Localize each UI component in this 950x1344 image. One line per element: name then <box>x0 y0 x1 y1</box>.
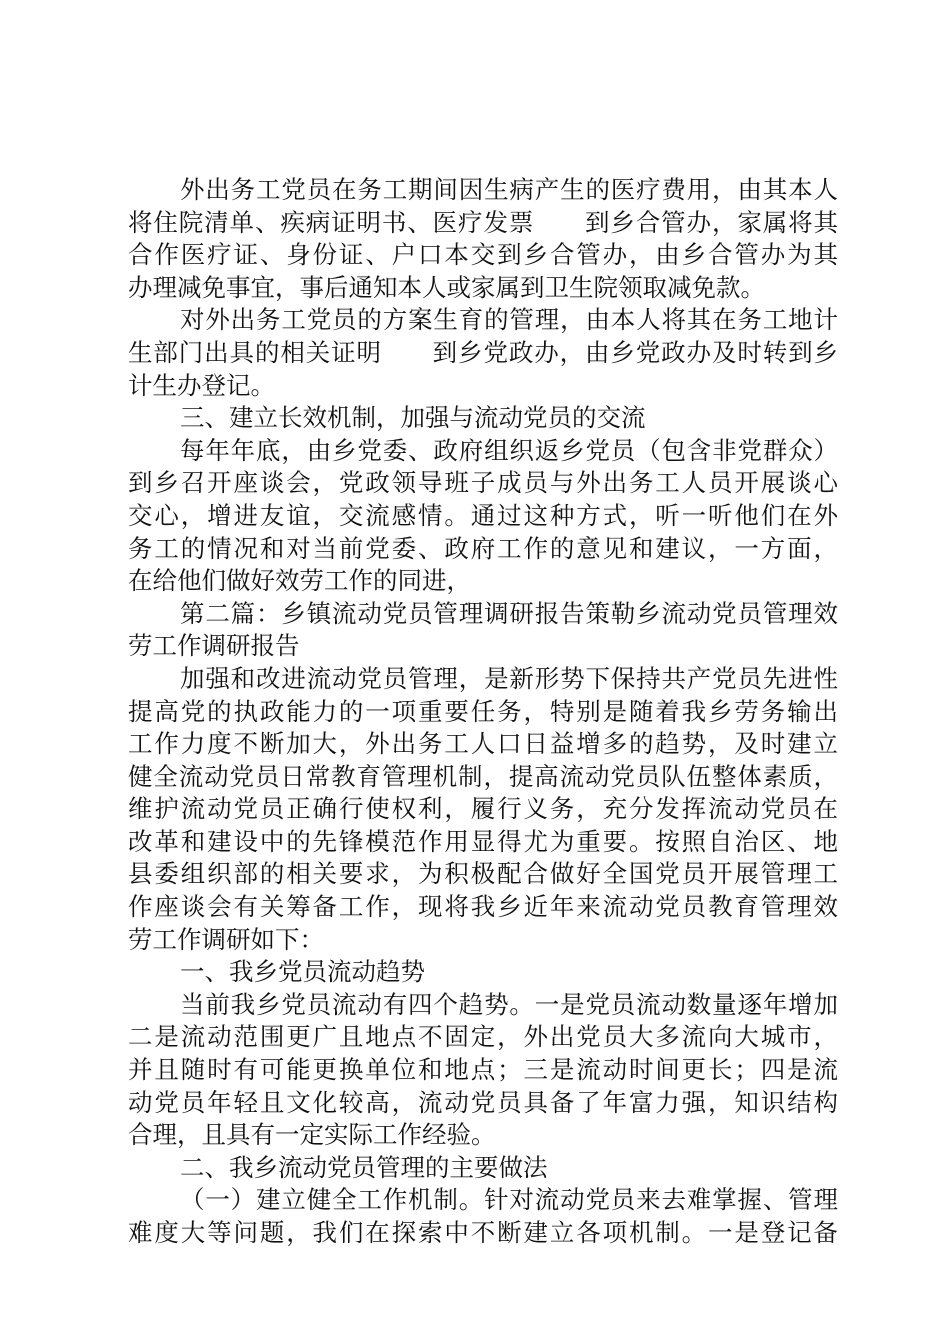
paragraph-introduction <box>128 663 838 956</box>
text-line: 务工的情况和对当前党委、政府工作的意见和建议，一方面， <box>128 533 838 563</box>
text-line: 当前我乡党员流动有四个趋势。一是党员流动数量逐年增加 <box>180 989 838 1019</box>
text-line: 维护流动党员正确行使权利，履行义务，充分发挥流动党员在 <box>128 794 838 824</box>
text-line: 改革和建设中的先锋模范作用显得尤为重要。按照自治区、地 <box>128 826 838 856</box>
text-line: 动党员年轻且文化较高，流动党员具备了年富力强，知识结构 <box>128 1087 838 1117</box>
section-heading-3 <box>128 402 838 435</box>
text-line: 在给他们做好效劳工作的同进， <box>128 566 471 596</box>
text-line: 每年年底，由乡党委、政府组织返乡党员（包含非党群众） <box>180 435 838 465</box>
paragraph-trends <box>128 989 838 1152</box>
paragraph-work-mechanism <box>128 1184 838 1249</box>
text-line: 二、我乡流动党员管理的主要做法 <box>180 1152 548 1182</box>
text-line: 计生办登记。 <box>128 370 275 400</box>
text-line: 生部门出具的相关证明 到乡党政办，由乡党政办及时转到乡 <box>128 337 838 367</box>
part-two-title <box>128 598 838 663</box>
text-line: 合作医疗证、身份证、户口本交到乡合管办，由乡合管办为其 <box>128 240 838 270</box>
text-line: 劳工作调研报告 <box>128 631 300 661</box>
text-line: 作座谈会有关筹备工作，现将我乡近年来流动党员教育管理效 <box>128 892 838 922</box>
paragraph-medical-costs <box>128 174 838 304</box>
text-line: 提高党的执政能力的一项重要任务，特别是随着我乡劳务输出 <box>128 696 838 726</box>
text-line: 外出务工党员在务工期间因生病产生的医疗费用，由其本人 <box>180 175 838 204</box>
paragraph-year-end-meeting <box>128 435 838 598</box>
text-line: 对外出务工党员的方案生育的管理，由本人将其在务工地计 <box>180 305 838 335</box>
text-line: 劳工作调研如下： <box>128 924 324 954</box>
paragraph-family-planning <box>128 304 838 402</box>
section-heading-2 <box>128 1152 838 1185</box>
text-line: 第二篇：乡镇流动党员管理调研报告策勒乡流动党员管理效 <box>180 598 838 628</box>
text-line: 一、我乡党员流动趋势 <box>180 957 425 987</box>
text-line: 合理，且具有一定实际工作经验。 <box>128 1120 496 1150</box>
text-line: 健全流动党员日常教育管理机制，提高流动党员队伍整体素质， <box>128 761 838 791</box>
text-line: 到乡召开座谈会，党政领导班子成员与外出务工人员开展谈心 <box>128 468 838 498</box>
text-line: 三、建立长效机制，加强与流动党员的交流 <box>180 403 646 433</box>
text-line: 难度大等问题，我们在探索中不断建立各项机制。一是登记备 <box>128 1218 838 1247</box>
text-line: 交心，增进友谊，交流感情。通过这种方式，听一听他们在外 <box>128 500 838 530</box>
text-line: 办理减免事宜，事后通知本人或家属到卫生院领取减免款。 <box>128 272 765 302</box>
text-line: 二是流动范围更广且地点不固定，外出党员大多流向大城市， <box>128 1022 838 1052</box>
text-line: 县委组织部的相关要求，为积极配合做好全国党员开展管理工 <box>128 859 838 889</box>
document-body <box>128 174 838 1250</box>
text-line: 并且随时有可能更换单位和地点；三是流动时间更长；四是流 <box>128 1055 838 1085</box>
text-line: 加强和改进流动党员管理，是新形势下保持共产党员先进性 <box>180 663 838 693</box>
section-heading-1 <box>128 956 838 989</box>
text-line: 工作力度不断加大，外出务工人口日益增多的趋势，及时建立 <box>128 729 838 759</box>
text-line: （一）建立健全工作机制。针对流动党员来去难掌握、管理 <box>180 1185 838 1215</box>
text-line: 将住院清单、疾病证明书、医疗发票 到乡合管办，家属将其 <box>128 207 838 237</box>
